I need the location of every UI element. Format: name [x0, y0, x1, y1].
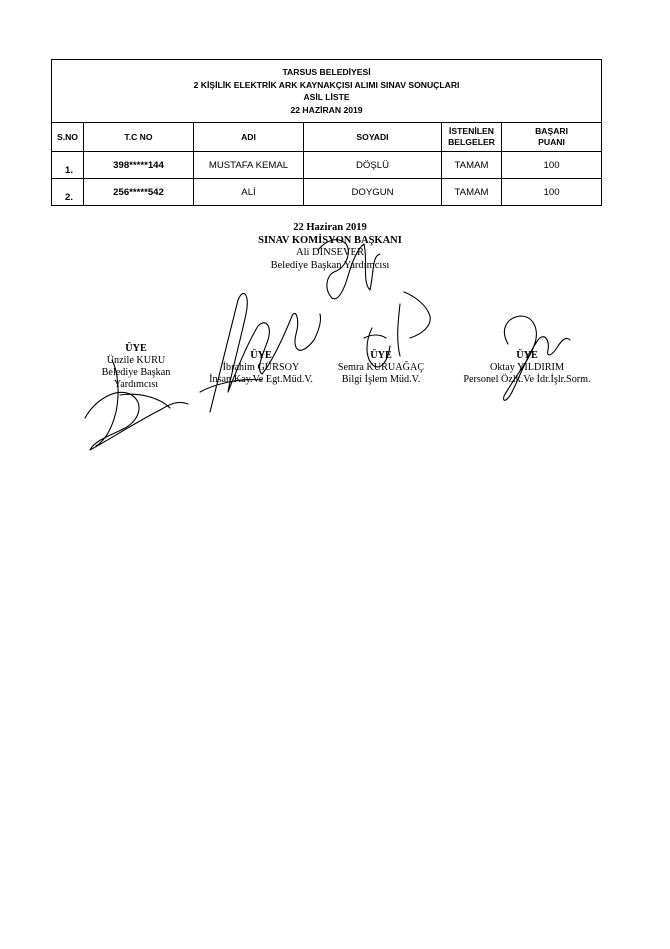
row-belgeler: TAMAM: [442, 179, 502, 206]
belgeler-header-line1: İSTENİLEN: [449, 126, 494, 136]
column-header-puan: [502, 123, 602, 152]
puan-header-line2: PUANI: [538, 137, 565, 147]
belgeler-header-line2: BELGELER: [448, 137, 495, 147]
row-belgeler: TAMAM: [442, 152, 502, 179]
column-header-tcno: T.C NO: [84, 123, 194, 152]
column-header-soyadi: SOYADI: [304, 123, 442, 152]
row-tcno: 256*****542: [84, 179, 194, 206]
puan-header-line1: BAŞARI: [535, 126, 569, 136]
member-block-2: [196, 350, 326, 386]
member-block-4: [452, 350, 602, 386]
table-row: [52, 179, 602, 206]
commission-chair-block: [220, 222, 440, 272]
column-header-adi: ADI: [194, 123, 304, 152]
table-row: [52, 152, 602, 179]
column-header-belgeler: [442, 123, 502, 152]
member-role: ÜYE: [370, 350, 392, 361]
member-block-3: [331, 350, 431, 386]
member-position: Belediye Başkan: [101, 367, 171, 378]
row-soyadi: DÖŞLÜ: [304, 152, 442, 179]
member-name: Ünzile KURU: [106, 355, 166, 366]
row-adi: ALİ: [194, 179, 304, 206]
member-role: ÜYE: [250, 350, 272, 361]
commission-chair-name: Ali DİNSEVER: [296, 247, 364, 258]
row-tcno: 398*****144: [84, 152, 194, 179]
member-position: Personel Özlk.Ve İdr.İşlr.Sorm.: [463, 374, 591, 385]
member-position: Yardımcısı: [113, 379, 159, 390]
table-title: [52, 60, 602, 123]
member-name: Semra KURUAĞAÇ: [337, 362, 425, 373]
commission-chair-position: Belediye Başkan Yardımcısı: [270, 259, 390, 271]
member-role: ÜYE: [125, 343, 147, 354]
results-table: [51, 59, 602, 206]
row-adi: MUSTAFA KEMAL: [194, 152, 304, 179]
member-name: İbrahim GÜRSOY: [222, 362, 300, 373]
row-puan: 100: [502, 179, 602, 206]
row-puan: 100: [502, 152, 602, 179]
commission-title: SINAV KOMİSYON BAŞKANI: [258, 234, 402, 246]
row-soyadi: DOYGUN: [304, 179, 442, 206]
member-name: Oktay YILDIRIM: [489, 362, 565, 373]
member-block-1: [86, 343, 186, 391]
member-role: ÜYE: [516, 350, 538, 361]
member-position: Bilgi İşlem Müd.V.: [341, 374, 421, 385]
list-type: ASİL LİSTE: [303, 92, 350, 102]
column-header-sno: S.NO: [52, 123, 84, 152]
exam-title: 2 KİŞİLİK ELEKTRİK ARK KAYNAKÇISI ALIMI SINAV SONUÇLARI: [193, 79, 460, 90]
row-sno: 1.: [52, 152, 84, 179]
commission-date: 22 Haziran 2019: [293, 222, 367, 233]
exam-date: 22 HAZİRAN 2019: [290, 104, 363, 115]
row-sno: 2.: [52, 179, 84, 206]
member-position: İnsan Kay.Ve Egt.Müd.V.: [209, 374, 313, 385]
institution-name: TARSUS BELEDİYESİ: [282, 67, 371, 77]
column-headers: [52, 123, 602, 152]
